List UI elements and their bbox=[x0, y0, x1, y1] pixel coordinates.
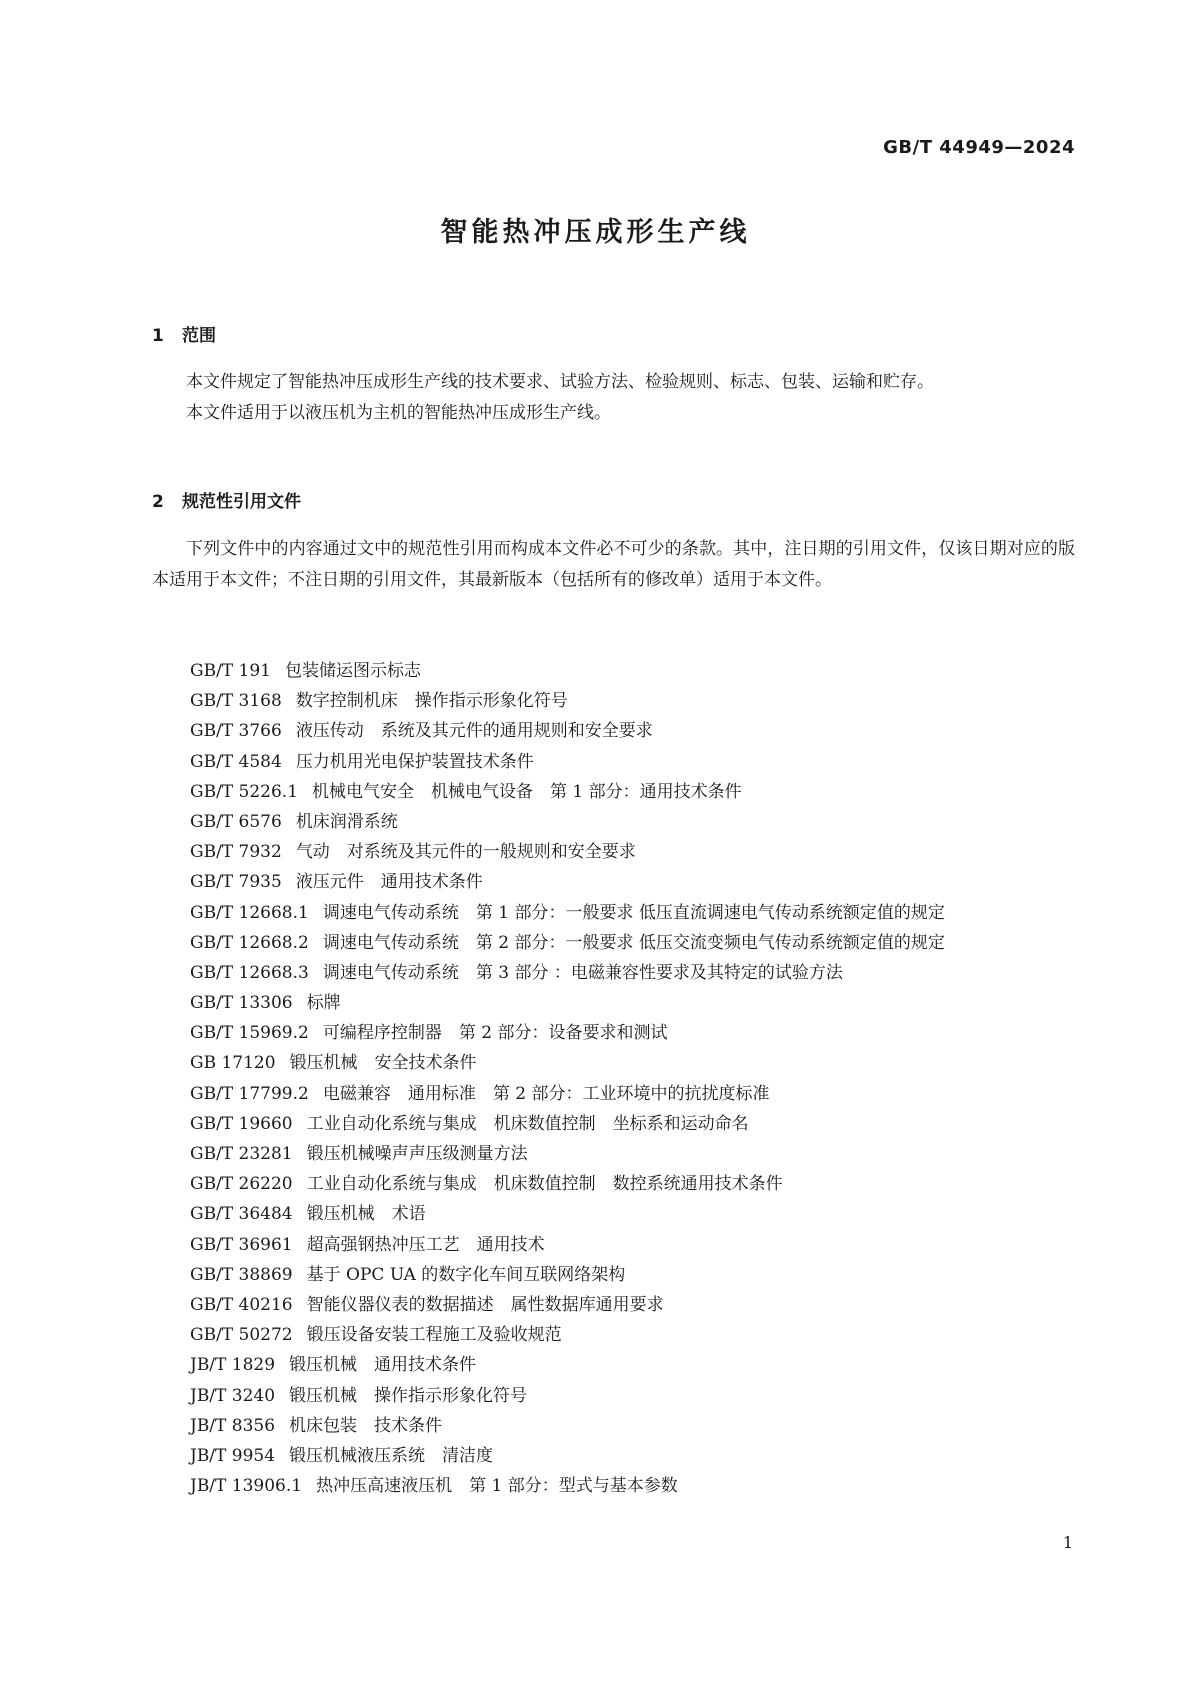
reference-title: 压力机用光电保护装置技术条件 bbox=[295, 751, 534, 772]
reference-code: GB/T 38869 bbox=[190, 1264, 293, 1285]
reference-code: GB/T 4584 bbox=[190, 751, 282, 772]
reference-item bbox=[190, 1139, 1070, 1169]
reference-code: JB/T 1829 bbox=[190, 1355, 276, 1376]
reference-item bbox=[190, 1350, 1070, 1380]
reference-code: GB/T 12668.3 bbox=[190, 962, 309, 983]
reference-item bbox=[190, 1320, 1070, 1350]
section-2-intro bbox=[152, 534, 1075, 596]
section-1-body bbox=[152, 367, 1075, 429]
reference-title: 机床包装 技术条件 bbox=[289, 1415, 443, 1436]
reference-code: GB/T 12668.1 bbox=[190, 902, 309, 923]
reference-code: GB/T 36484 bbox=[190, 1204, 293, 1225]
section-title: 范围 bbox=[182, 326, 216, 346]
reference-title: 基于 OPC UA 的数字化车间互联网络架构 bbox=[306, 1264, 626, 1285]
paragraph: 下列文件中的内容通过文中的规范性引用而构成本文件必不可少的条款。其中，注日期的引用文件，仅该日期对应的版本适用于本文件；不注日期的引用文件，其最新版本（包括所有的修改单）适用于本文件。 bbox=[152, 539, 1075, 590]
reference-title: 气动 对系统及其元件的一般规则和安全要求 bbox=[295, 842, 636, 863]
section-2-heading bbox=[152, 487, 301, 512]
reference-title: 智能仪器仪表的数据描述 属性数据库通用要求 bbox=[306, 1294, 664, 1315]
reference-item bbox=[190, 898, 1070, 928]
reference-item bbox=[190, 1018, 1070, 1048]
reference-title: 工业自动化系统与集成 机床数值控制 坐标系和运动命名 bbox=[306, 1113, 749, 1134]
reference-code: GB/T 23281 bbox=[190, 1144, 293, 1164]
reference-code: GB/T 13306 bbox=[190, 993, 293, 1014]
reference-item bbox=[190, 1079, 1070, 1109]
reference-title: 可编程序控制器 第 2 部分：设备要求和测试 bbox=[322, 1023, 668, 1044]
reference-title: 标牌 bbox=[306, 993, 341, 1014]
reference-code: GB/T 191 bbox=[190, 661, 271, 681]
reference-item bbox=[190, 958, 1070, 988]
reference-title: 锻压机械 操作指示形象化符号 bbox=[289, 1385, 528, 1406]
reference-item bbox=[190, 1441, 1070, 1471]
section-number: 2 bbox=[152, 492, 164, 512]
standard-code: GB/T 44949—2024 bbox=[883, 137, 1075, 158]
reference-item bbox=[190, 1230, 1070, 1260]
reference-item bbox=[190, 1471, 1070, 1501]
reference-item bbox=[190, 807, 1070, 837]
section-1-heading bbox=[152, 321, 216, 346]
reference-title: 超高强钢热冲压工艺 通用技术 bbox=[306, 1234, 545, 1255]
reference-item bbox=[190, 656, 1070, 686]
section-title: 规范性引用文件 bbox=[182, 492, 301, 512]
reference-item bbox=[190, 1260, 1070, 1290]
reference-code: GB/T 3766 bbox=[190, 721, 282, 742]
reference-title: 锻压机械噪声声压级测量方法 bbox=[306, 1144, 528, 1164]
reference-code: GB/T 3168 bbox=[190, 691, 282, 712]
paragraph: 本文件规定了智能热冲压成形生产线的技术要求、试验方法、检验规则、标志、包装、运输和贮存。 bbox=[186, 372, 934, 392]
reference-item bbox=[190, 867, 1070, 897]
document-title: 智能热冲压成形生产线 bbox=[440, 217, 751, 248]
reference-code: JB/T 3240 bbox=[190, 1385, 276, 1406]
reference-item bbox=[190, 1290, 1070, 1320]
reference-title: 机床润滑系统 bbox=[295, 811, 398, 832]
reference-code: GB/T 6576 bbox=[190, 811, 282, 832]
reference-code: GB/T 7935 bbox=[190, 872, 282, 893]
reference-code: GB/T 19660 bbox=[190, 1113, 293, 1134]
reference-item bbox=[190, 1381, 1070, 1411]
reference-code: GB/T 5226.1 bbox=[190, 781, 299, 802]
reference-item bbox=[190, 1169, 1070, 1199]
reference-item bbox=[190, 1048, 1070, 1078]
reference-code: GB/T 50272 bbox=[190, 1325, 293, 1346]
reference-title: 液压传动 系统及其元件的通用规则和安全要求 bbox=[295, 721, 653, 742]
reference-item bbox=[190, 1411, 1070, 1441]
reference-item bbox=[190, 1109, 1070, 1139]
page-number: 1 bbox=[1062, 1533, 1073, 1552]
reference-item bbox=[190, 777, 1070, 807]
reference-item bbox=[190, 716, 1070, 746]
reference-title: 锻压设备安装工程施工及验收规范 bbox=[306, 1325, 562, 1346]
reference-list bbox=[190, 656, 1070, 1501]
reference-code: GB/T 36961 bbox=[190, 1234, 293, 1255]
reference-title: 包装储运图示标志 bbox=[285, 661, 421, 681]
reference-title: 锻压机械 通用技术条件 bbox=[289, 1355, 477, 1376]
reference-code: JB/T 9954 bbox=[190, 1445, 276, 1466]
reference-item bbox=[190, 1199, 1070, 1229]
reference-item bbox=[190, 747, 1070, 777]
paragraph: 本文件适用于以液压机为主机的智能热冲压成形生产线。 bbox=[186, 403, 611, 423]
reference-title: 机械电气安全 机械电气设备 第 1 部分：通用技术条件 bbox=[312, 781, 742, 802]
reference-item bbox=[190, 988, 1070, 1018]
reference-title: 工业自动化系统与集成 机床数值控制 数控系统通用技术条件 bbox=[306, 1174, 783, 1195]
reference-code: JB/T 8356 bbox=[190, 1415, 276, 1436]
reference-code: JB/T 13906.1 bbox=[190, 1476, 303, 1497]
reference-code: GB/T 15969.2 bbox=[190, 1023, 309, 1044]
reference-code: GB/T 26220 bbox=[190, 1174, 293, 1195]
reference-code: GB/T 12668.2 bbox=[190, 932, 309, 953]
reference-title: 电磁兼容 通用标准 第 2 部分：工业环境中的抗扰度标准 bbox=[322, 1083, 770, 1104]
reference-title: 调速电气传动系统 第 3 部分 ：电磁兼容性要求及其特定的试验方法 bbox=[322, 962, 843, 983]
reference-title: 调速电气传动系统 第 1 部分：一般要求 低压直流调速电气传动系统额定值的规定 bbox=[322, 902, 945, 923]
reference-title: 数字控制机床 操作指示形象化符号 bbox=[295, 691, 568, 712]
reference-title: 锻压机械 术语 bbox=[306, 1204, 426, 1225]
reference-title: 调速电气传动系统 第 2 部分：一般要求 低压交流变频电气传动系统额定值的规定 bbox=[322, 932, 945, 953]
reference-code: GB 17120 bbox=[190, 1053, 276, 1074]
reference-item bbox=[190, 837, 1070, 867]
reference-title: 锻压机械 安全技术条件 bbox=[289, 1053, 477, 1074]
reference-code: GB/T 17799.2 bbox=[190, 1083, 309, 1104]
reference-title: 热冲压高速液压机 第 1 部分：型式与基本参数 bbox=[316, 1476, 678, 1497]
reference-item bbox=[190, 686, 1070, 716]
reference-title: 锻压机械液压系统 清洁度 bbox=[289, 1445, 494, 1466]
reference-code: GB/T 40216 bbox=[190, 1294, 293, 1315]
section-number: 1 bbox=[152, 326, 164, 346]
reference-title: 液压元件 通用技术条件 bbox=[295, 872, 483, 893]
reference-item bbox=[190, 928, 1070, 958]
reference-code: GB/T 7932 bbox=[190, 842, 282, 863]
